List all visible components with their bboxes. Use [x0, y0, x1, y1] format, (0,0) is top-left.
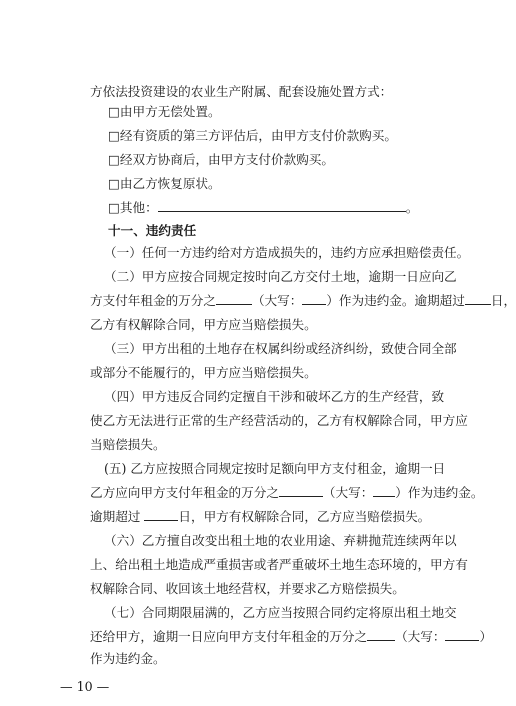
option-free-disposal: □由甲方无偿处置。 [108, 104, 221, 119]
clause-4-line-3: 当赔偿损失。 [90, 437, 166, 452]
clause-5-text-a: 乙方应向甲方支付年租金的万分之 [90, 485, 279, 500]
clause-4-line-1: （四）甲方违反合同约定擅自干涉和破坏乙方的生产经营，致 [104, 389, 445, 404]
option-third-party-valuation: □经有资质的第三方评估后，由甲方支付价款购买。 [108, 128, 397, 143]
clause-5-line-2 [90, 484, 483, 502]
clause-3-line-2: 或部分不能履行的，甲方应当赔偿损失。 [90, 365, 317, 380]
clause-7-line-3: 作为违约金。 [90, 651, 166, 666]
rate-capital-blank [445, 628, 479, 641]
option-other-end: 。 [405, 200, 419, 215]
option-other [108, 199, 418, 217]
clause-2-text-a: 方支付年租金的万分之 [90, 293, 216, 308]
other-blank [158, 199, 406, 212]
clause-5-line-3 [90, 508, 430, 526]
rate-capital-blank [302, 292, 326, 305]
intro-line: 方依法投资建设的农业生产附属、配套设施处置方式： [90, 84, 393, 99]
clause-7-text-c: ） [479, 629, 493, 644]
clause-5-text-e: 日，甲方有权解除合同，乙方应当赔偿损失。 [178, 509, 431, 524]
rate-blank [367, 628, 395, 641]
clause-4-line-2: 使乙方无法进行正常的生产经营活动的，乙方有权解除合同，甲方应 [90, 413, 468, 428]
clause-2-text-c: ）作为违约金。逾期超过 [326, 293, 465, 308]
option-mutual-negotiation: □经双方协商后，由甲方支付价款购买。 [108, 152, 334, 167]
clause-2-line-2 [90, 292, 516, 310]
clause-6-line-2: 上、给出租土地造成严重损害或者严重破坏土地生态环境的，甲方有 [90, 557, 468, 572]
clause-6-line-1: （六）乙方擅自改变出租土地的农业用途、弃耕抛荒连续两年以 [104, 533, 457, 548]
rate-blank [279, 484, 323, 497]
clause-7-line-2 [90, 628, 492, 646]
days-blank [144, 508, 178, 521]
clause-2-text-d: 日， [490, 293, 516, 308]
clause-5-text-d: 逾期超过 [90, 509, 141, 524]
clause-2-line-1: （二）甲方应按合同规定按时向乙方交付土地，逾期一日应向乙 [104, 269, 457, 284]
clause-7-text-a: 还给甲方，逾期一日应向甲方支付年租金的万分之 [90, 629, 368, 644]
clause-3-line-1: （三）甲方出租的土地存在权属纠纷或经济纠纷，致使合同全部 [104, 341, 457, 356]
clause-5-text-b: （大写： [322, 485, 374, 500]
clause-2-line-3: 乙方有权解除合同，甲方应当赔偿损失。 [90, 317, 317, 332]
days-blank [465, 292, 491, 305]
clause-5-text-c: ）作为违约金。 [395, 485, 484, 500]
rate-blank [216, 292, 252, 305]
section-heading: 十一、违约责任 [108, 223, 197, 238]
option-restore-original: □由乙方恢复原状。 [108, 176, 221, 191]
rate-capital-blank [373, 484, 395, 497]
option-other-label: □其他： [108, 200, 158, 215]
clause-7-text-b: （大写： [395, 629, 446, 644]
clause-6-line-3: 权解除合同、收回该土地经营权，并要求乙方赔偿损失。 [90, 581, 405, 596]
clause-7-line-1: （七）合同期限届满的，乙方应当按照合同约定将原出租土地交 [104, 605, 457, 620]
page-number: — 10 — [60, 679, 110, 694]
clause-1: （一）任何一方违约给对方造成损失的，违约方应承担赔偿责任。 [104, 245, 470, 260]
clause-2-text-b: （大写： [251, 293, 303, 308]
clause-5-line-1: (五) 乙方应按照合同规定按时足额向甲方支付租金，逾期一日 [104, 461, 446, 476]
